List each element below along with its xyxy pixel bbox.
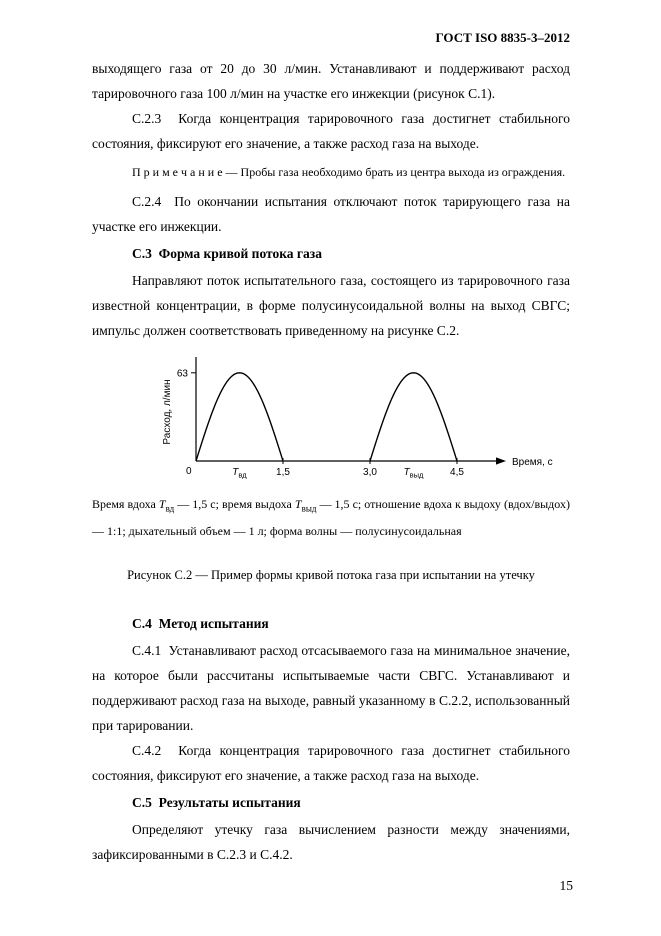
flow-curve xyxy=(370,373,457,461)
x-tick-label: 4,5 xyxy=(450,467,464,478)
x-tick-label: $Т_{выд}$ xyxy=(403,467,424,480)
heading-c4: С.4 Метод испытания xyxy=(132,616,269,632)
x-tick-label: 1,5 xyxy=(276,467,290,478)
note-paragraph: П р и м е ч а н и е — Пробы газа необходимо брать из центра выхода из ограждения. xyxy=(132,165,566,179)
figure-caption: Рисунок С.2 — Пример формы кривой потока газа при испытании на утечку xyxy=(127,568,535,583)
paragraph-c2-4: С.2.4 По окончании испытания отключают поток тарирующего газа на участке его инжекции. xyxy=(92,194,570,234)
figure-note: Время вдоха $Т_{вд}$ — 1,5 с; время выдоха $Т_{выд}$ — 1,5 с; отношение вдоха к выдоху (вдох/выдох) — 1:1; дыхательный объем — 1 л; форма волны — полусинусоидальная xyxy=(92,497,570,539)
paragraph-c4-1: С.4.1 Устанавливают расход отсасываемого газа на минимальное значение, на которое были рассчитаны испытываемые части СВГС. Устанавливают и поддерживают расход газа на выходе, равный указанному в С.2.2, использованный при тарировании. xyxy=(92,643,570,734)
x-tick-label: $Т_{вд}$ xyxy=(232,467,247,480)
paragraph-c5: Определяют утечку газа вычислением разности между значениями, зафиксированными в С.2.3 и С.4.2. xyxy=(92,822,570,863)
flow-curve xyxy=(196,373,283,461)
paragraph-c3-intro: Направляют поток испытательного газа, состоящего из тарировочного газа известной концентрации, в форме полусинусоидальной волны на выход СВГС; импульс должен соответствовать приведенному на рисунке С.2. xyxy=(92,273,570,338)
heading-c5: С.5 Результаты испытания xyxy=(132,795,301,811)
y-tick-label: 63 xyxy=(176,368,188,380)
y-axis-title: Расход, л/мин xyxy=(162,379,173,445)
heading-c3: С.3 Форма кривой потока газа xyxy=(132,246,322,261)
x-axis-title: Время, с xyxy=(512,457,553,468)
paragraph-c4-2: С.4.2 Когда концентрация тарировочного газа достигнет стабильного состояния, фиксируют его значение, а также расход газа на выходе. xyxy=(92,743,570,784)
paragraph-c2-3: С.2.3 Когда концентрация тарировочного газа достигнет стабильного состояния, фиксируют его значение, а также расход газа на выходе. xyxy=(92,111,570,151)
x-axis-arrow-icon xyxy=(496,457,506,464)
paragraph-continuation: выходящего газа от 20 до 30 л/мин. Устанавливают и поддерживают расход тарировочного газа 100 л/мин на участке его инжекции (рисунок С.1). xyxy=(92,61,570,101)
x-tick-label: 3,0 xyxy=(363,467,377,478)
page-number: 15 xyxy=(559,878,573,893)
x-tick-label: 0 xyxy=(186,466,192,477)
figure-c2 xyxy=(150,349,570,489)
gas-flow-chart xyxy=(150,349,570,489)
document-code: ГОСТ ISO 8835-3–2012 xyxy=(435,30,570,45)
